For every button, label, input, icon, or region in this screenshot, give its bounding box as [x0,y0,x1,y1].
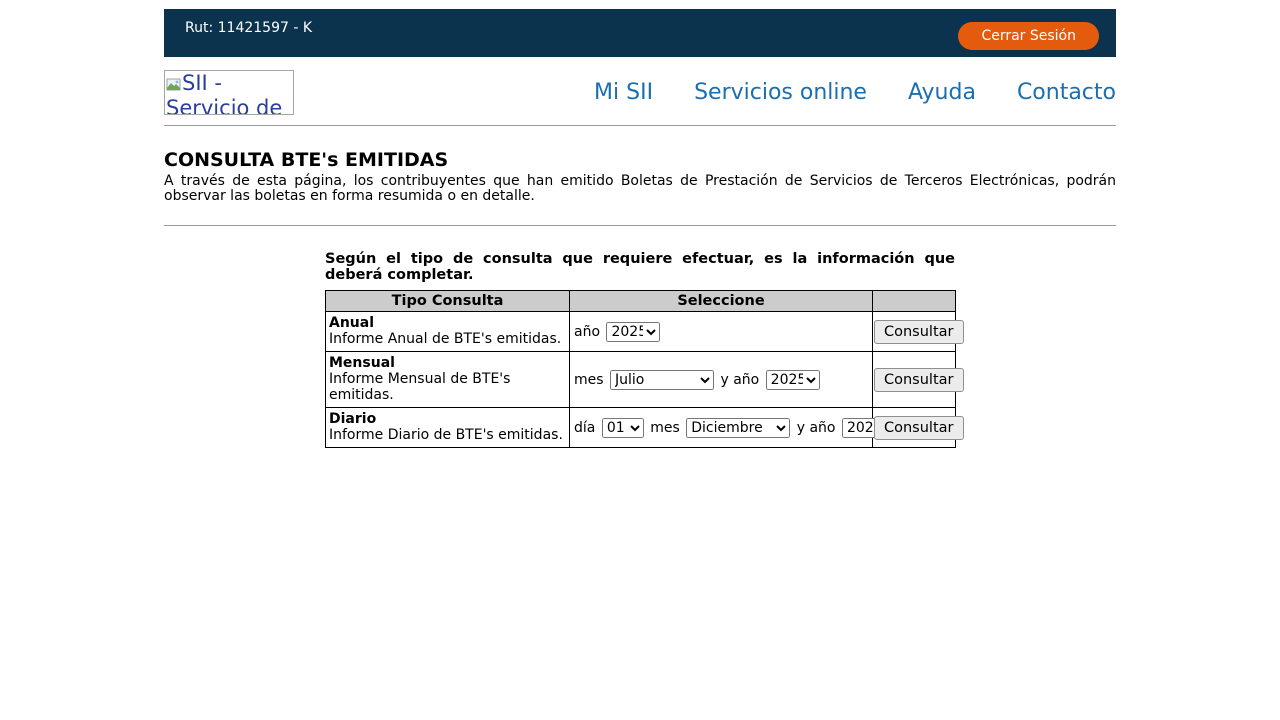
diario-year-label: y año [796,419,836,436]
page [164,0,1116,448]
nav-mi-sii[interactable]: Mi SII [594,80,654,105]
logo-alt-text: SII - Servicio de [166,71,283,115]
anual-year-label: año [574,323,601,340]
mensual-month-select[interactable] [610,370,714,390]
anual-description: Informe Anual de BTE's emitidas. [329,331,562,347]
diario-title: Diario [329,411,377,427]
nav-ayuda[interactable]: Ayuda [907,80,976,105]
diario-description: Informe Diario de BTE's emitidas. [329,427,563,443]
table-header-row [326,291,956,312]
page-description: A través de esta página, los contribuyentes que han emitido Boletas de Prestación de Servicios de Terceros Electrónicas, podrán observar las boletas en forma resumida o en detalle. [164,173,1116,204]
broken-image-icon [166,74,181,97]
table-row-anual [326,312,956,352]
col-header-seleccione: Seleccione [570,291,873,312]
session-topbar [164,9,1116,57]
consulta-section [325,252,955,448]
anual-consultar-button[interactable]: Consultar [874,320,964,344]
sii-logo-link[interactable] [164,70,294,115]
mensual-year-select[interactable] [766,370,820,390]
logout-button[interactable]: Cerrar Sesión [958,22,1099,50]
site-header [164,70,1116,115]
nav-servicios-online[interactable]: Servicios online [694,80,867,105]
diario-month-label: mes [650,419,680,436]
mensual-title: Mensual [329,355,395,371]
mensual-consultar-button[interactable]: Consultar [874,368,964,392]
content-divider [164,225,1116,226]
nav-contacto[interactable]: Contacto [1016,80,1116,105]
consulta-table [325,290,956,448]
diario-month-select[interactable] [686,418,790,438]
table-row-mensual [326,352,956,408]
mensual-description: Informe Mensual de BTE's emitidas. [329,371,511,403]
anual-title: Anual [329,315,375,331]
page-title: CONSULTA BTE's EMITIDAS [164,149,449,171]
diario-consultar-button[interactable]: Consultar [874,416,964,440]
diario-day-label: día [574,419,596,436]
diario-day-select[interactable] [602,418,644,438]
instruction-text: Según el tipo de consulta que requiere efectuar, es la información que deberá completar. [325,251,955,283]
mensual-year-label: y año [720,371,760,388]
col-header-actions [873,291,956,312]
main-nav [594,80,1116,105]
header-divider [164,125,1116,126]
rut-label: Rut: 11421597 - K [185,20,313,36]
col-header-tipo-consulta: Tipo Consulta [326,291,570,312]
table-row-diario [326,408,956,448]
anual-year-select[interactable] [606,322,660,342]
mensual-month-label: mes [574,371,604,388]
